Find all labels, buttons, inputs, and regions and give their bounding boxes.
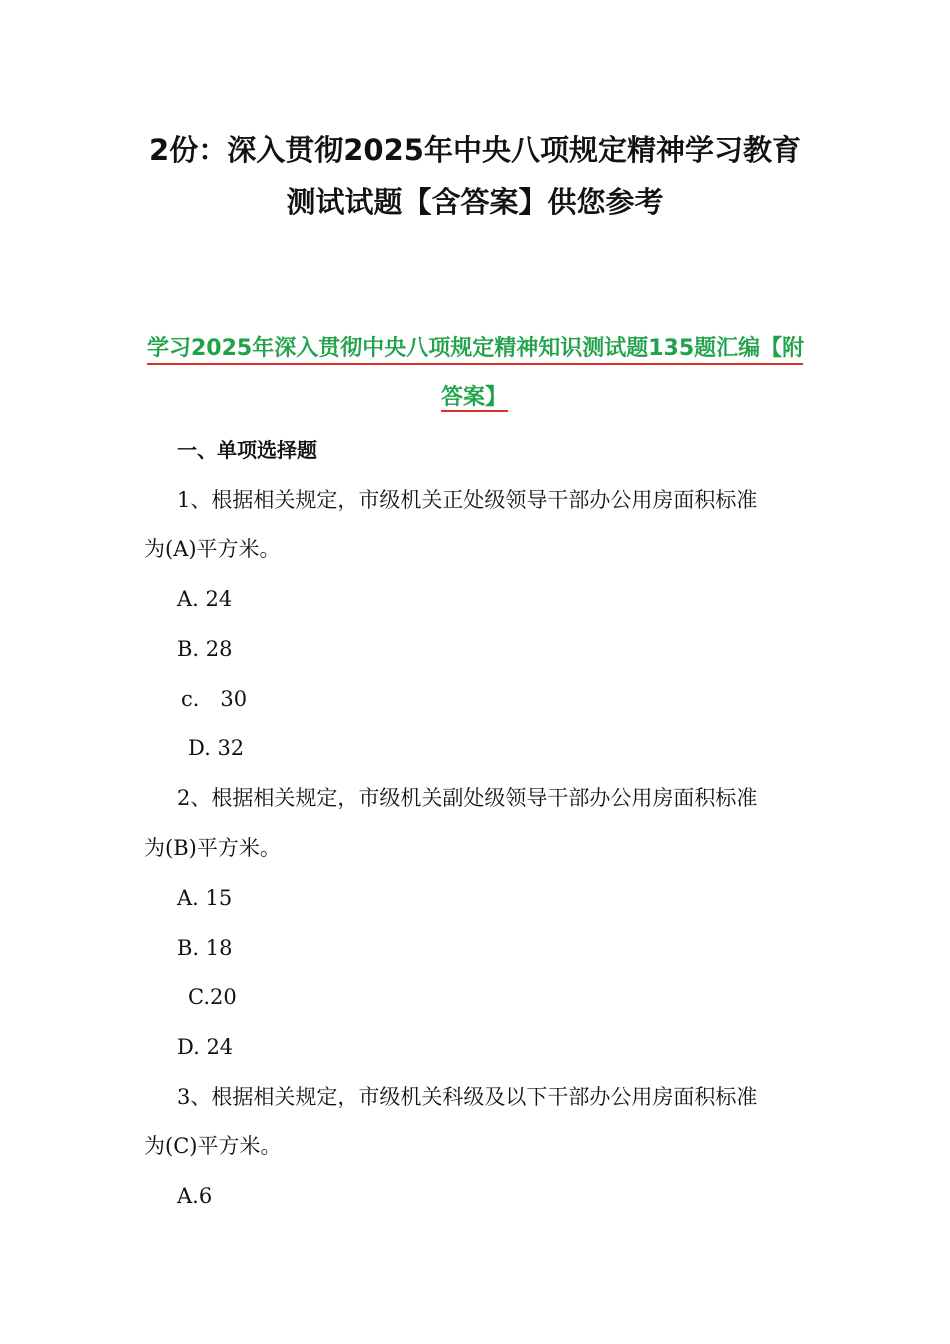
subtitle-line-1: 学习2025年深入贯彻中央八项规定精神知识测试题135题汇编【附 — [147, 336, 805, 361]
question-1-stem: 1、根据相关规定，市级机关正处级领导干部办公用房面积标准 — [177, 488, 758, 512]
subtitle-underline-1 — [147, 363, 803, 365]
question-3-stem: 3、根据相关规定，市级机关科级及以下干部办公用房面积标准 — [177, 1085, 758, 1109]
question-1-option-b: B. 28 — [177, 637, 233, 661]
question-2-option-a: A. 15 — [177, 886, 233, 910]
question-1-option-c: c． 30 — [181, 687, 248, 711]
question-2-option-c: C.20 — [188, 985, 237, 1009]
question-2-option-b: B. 18 — [177, 936, 233, 960]
question-1-stem-cont: 为(A)平方米。 — [144, 537, 281, 561]
document-title-line-2: 测试试题【含答案】供您参考 — [286, 185, 664, 219]
question-1-option-d: D. 32 — [188, 736, 245, 760]
question-1-option-a: A. 24 — [177, 587, 233, 611]
question-2-option-d: D. 24 — [177, 1035, 234, 1059]
question-2-stem: 2、根据相关规定，市级机关副处级领导干部办公用房面积标准 — [177, 786, 758, 810]
document-title-line-1: 2份：深入贯彻2025年中央八项规定精神学习教育 — [149, 133, 801, 167]
question-2-stem-cont: 为(B)平方米。 — [144, 836, 281, 860]
question-3-option-a: A.6 — [177, 1184, 213, 1208]
subtitle-underline-2 — [441, 410, 508, 412]
subtitle-line-2: 答案】 — [441, 385, 508, 410]
section-heading: 一、单项选择题 — [177, 438, 317, 462]
question-3-stem-cont: 为(C)平方米。 — [144, 1134, 282, 1158]
